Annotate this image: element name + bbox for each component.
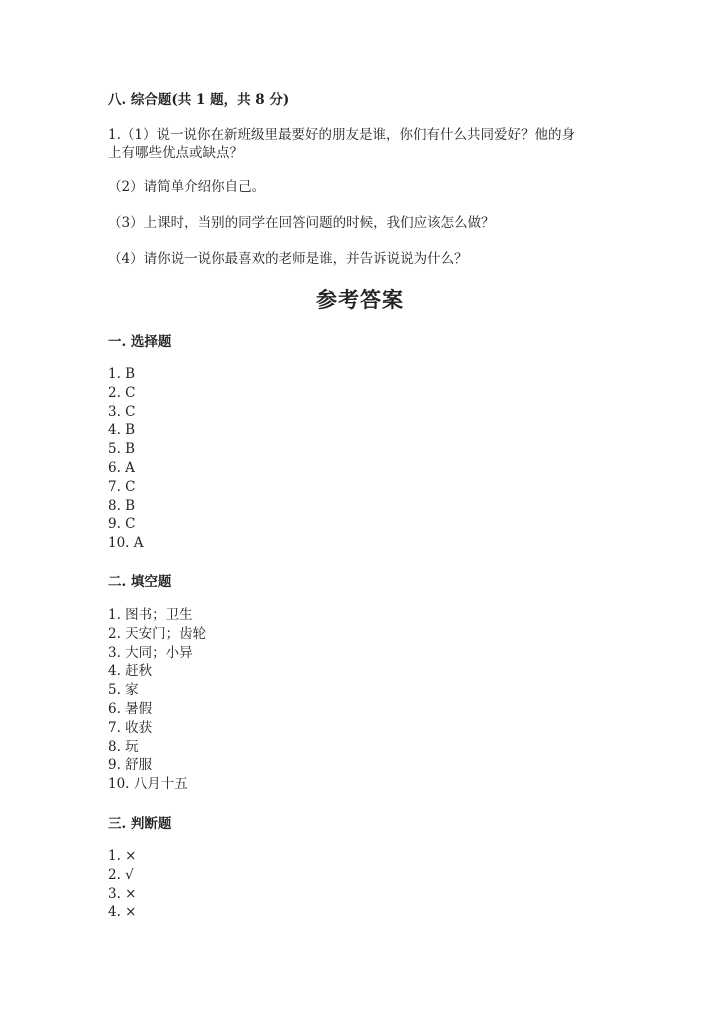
question-1-part-2: （2）请简单介绍你自己。 [108, 179, 266, 195]
answer-section-1-title: 一. 选择题 [108, 334, 172, 350]
answer-item: 10. A [108, 535, 144, 552]
answer-item: 6. 暑假 [108, 700, 153, 717]
answer-item: 7. C [108, 478, 136, 495]
question-1-part-4: （4）请你说一说你最喜欢的老师是谁，并告诉说说为什么？ [108, 251, 468, 267]
answer-item: 3. C [108, 403, 136, 420]
answer-item: 3. 大同；小异 [108, 644, 193, 661]
answer-item: 1. B [108, 366, 136, 382]
answer-item: 8. B [108, 497, 136, 514]
answers-title: 参考答案 [316, 287, 404, 312]
answer-item: 5. B [108, 441, 136, 458]
answer-item: 10. 八月十五 [108, 776, 188, 793]
answer-item: 4. B [108, 422, 136, 439]
question-1-part-3: （3）上课时，当别的同学在回答问题的时候，我们应该怎么做？ [108, 215, 495, 231]
answer-section-3-title: 三. 判断题 [108, 816, 172, 832]
answer-item: 4. × [108, 904, 137, 921]
section-8-title: 八. 综合题(共 1 题，共 8 分) [108, 92, 290, 108]
question-1-line-2: 上有哪些优点或缺点？ [108, 145, 243, 161]
answer-item: 4. 赶秋 [108, 663, 153, 680]
answer-item: 2. C [108, 384, 136, 401]
answer-list-fill-blank [108, 606, 206, 794]
answer-item: 5. 家 [108, 682, 139, 699]
answer-item: 1. × [108, 848, 137, 864]
answer-item: 6. A [108, 459, 135, 476]
answer-item: 7. 收获 [108, 719, 153, 736]
answer-item: 9. C [108, 516, 136, 533]
question-1-line-1: 1.（1）说一说你在新班级里最要好的朋友是谁，你们有什么共同爱好？他的身 [108, 127, 575, 143]
answer-list-choice [108, 365, 144, 553]
answer-item: 1. 图书；卫生 [108, 607, 193, 623]
answer-section-2-title: 二. 填空题 [108, 574, 172, 590]
answer-item: 2. 天安门；齿轮 [108, 625, 207, 642]
answer-item: 3. × [108, 885, 137, 902]
answer-list-judgement [108, 847, 136, 922]
answer-item: 8. 玩 [108, 738, 139, 755]
answer-item: 2. √ [108, 866, 134, 883]
answer-item: 9. 舒服 [108, 757, 153, 774]
